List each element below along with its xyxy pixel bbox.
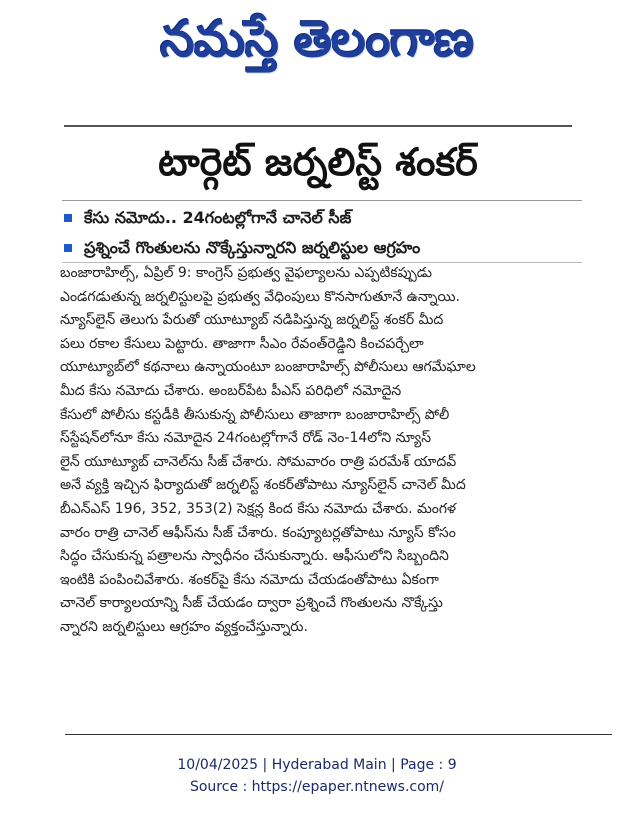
bullet-text: ప్రశ్నించే గొంతులను నొక్కేస్తున్నారని జర్నలిస్టుల ఆగ్రహం (84, 238, 421, 257)
body-line: కేసులో పోలీసు కస్టడీకి తీసుకున్న పోలీసులు తాజాగా బంజారాహిల్స్ పోలీ (60, 406, 450, 423)
source-link[interactable]: Source : https://epaper.ntnews.com/ (189, 779, 445, 795)
body-line: చానెల్ కార్యాలయాన్ని సీజ్ చేయడం ద్వారా ప్రశ్నించే గొంతులను నొక్కేస్తు (60, 595, 443, 612)
body-line: పలు రకాల కేసులు పెట్టారు. తాజాగా సీఎం రేవంత్‌రెడ్డిని కించపర్చేలా (60, 335, 424, 352)
bullet-item (62, 235, 582, 265)
body-line: న్యూస్‌లైన్ తెలుగు పేరుతో యూట్యూబ్ నడిపిస్తున్న జర్నలిస్ట్ శంకర్ మీద (60, 312, 444, 329)
square-bullet-icon (64, 244, 72, 252)
masthead (0, 2, 634, 82)
body-line: వారం రాత్రి చానెల్ ఆఫీస్‌ను సీజ్ చేశారు. కంప్యూటర్లతోపాటు న్యూస్ కోసం (60, 524, 456, 541)
footer-divider (65, 734, 612, 735)
body-line: బీఎన్ఎస్ 196, 352, 353(2) సెక్షన్ల కింద కేసు నమోదు చేశారు. మంగళ (60, 500, 457, 517)
body-line: అనే వ్యక్తి ఇచ్చిన ఫిర్యాదుతో జర్నలిస్ట్ శంకర్‌తోపాటు న్యూస్‌లైన్ చానెల్ మీద (60, 477, 466, 494)
page-footer (0, 754, 634, 798)
body-line: సిద్ధం చేసుకున్న పత్రాలను స్వాధీనం చేసుకున్నారు. ఆఫీసులోని సిబ్బందిని (60, 548, 449, 565)
bullet-top-rule (62, 200, 582, 201)
body-line: స్‌స్టేషన్‌లోనూ కేసు నమోదైన 24గంటల్లోగానే రోడ్ నెం-14లోని న్యూస్ (60, 430, 432, 447)
newspaper-logo: నమస్తే తెలంగాణ (160, 10, 474, 68)
body-line: ఎండగడుతున్న జర్నలిస్టులపై ప్రభుత్వ వేధింపులు కొనసాగుతూనే ఉన్నాయి. (60, 288, 460, 305)
body-line: న్నారని జర్నలిస్టులు ఆగ్రహం వ్యక్తంచేస్తున్నారు. (60, 618, 308, 635)
article-bullets (62, 205, 582, 265)
body-line: యూట్యూబ్‌లో కథనాలు ఉన్నాయంటూ బంజారాహిల్స్ పోలీసులు ఆగమేఘాల (60, 359, 476, 376)
body-line: బంజారాహిల్స్, ఏప్రిల్ 9: కాంగ్రెస్ ప్రభుత్వ వైఫల్యాలను ఎప్పటికప్పుడు (60, 265, 432, 281)
article-body (60, 262, 584, 640)
square-bullet-icon (64, 214, 72, 222)
body-line: లైన్ యూట్యూబ్ చానెల్‌ను సీజ్ చేశారు. సోమవారం రాత్రి పరమేశ్ యాదవ్ (60, 453, 457, 470)
article-headline: టార్గెట్ జర్నలిస్ట్ శంకర్ (158, 140, 478, 184)
bullet-item (62, 205, 582, 235)
body-line: మీద కేసు నమోదు చేశారు. అంబర్‌పేట పీఎస్ పరిధిలో నమోదైన (60, 382, 402, 399)
body-line: ఇంటికి పంపించివేశారు. శంకర్‌పై కేసు నమోదు చేయడంతోపాటు ఏకంగా (60, 571, 439, 588)
bullet-text: కేసు నమోదు.. 24గంటల్లోగానే చానెల్ సీజ్ (84, 208, 352, 227)
headline-top-rule (64, 125, 572, 127)
edition-info: 10/04/2025 | Hyderabad Main | Page : 9 (177, 757, 457, 773)
